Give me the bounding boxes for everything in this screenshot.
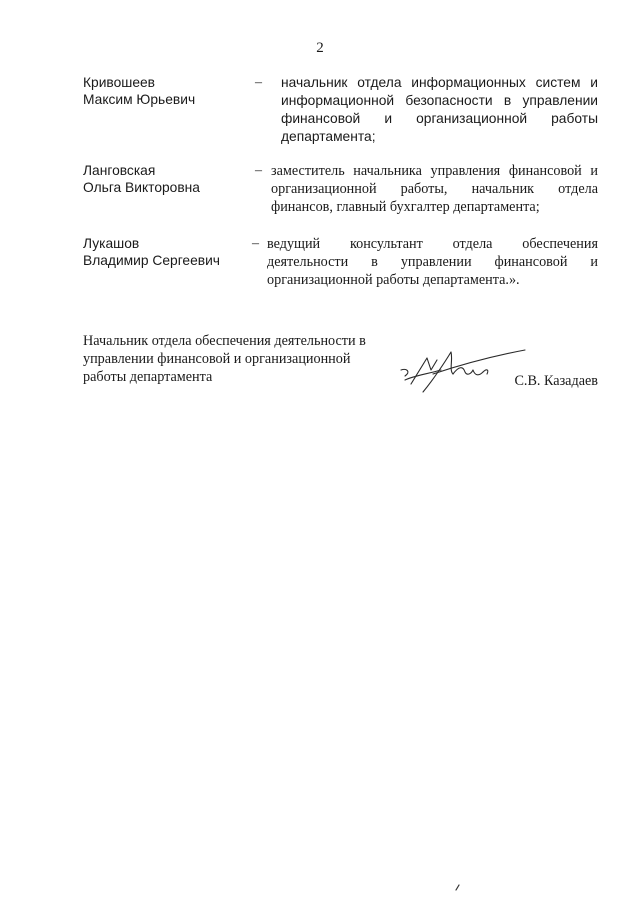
person-name: [83, 162, 243, 196]
entry-dash: –: [252, 236, 259, 251]
page-number: 2: [316, 40, 324, 56]
personnel-entry: [83, 162, 598, 222]
person-position: ведущий консультант отдела обеспечения деятельности в управлении финансовой и организационной работы департамента.».: [267, 236, 598, 288]
personnel-entry: [83, 235, 598, 295]
person-name: [83, 235, 243, 269]
person-given-names: Максим Юрьевич: [83, 92, 196, 107]
signatory-name: С.В. Казадаев: [514, 373, 598, 389]
person-surname: Кривошеев: [83, 75, 156, 90]
person-given-names: Владимир Сергеевич: [83, 253, 220, 268]
person-name: [83, 74, 243, 108]
handwritten-signature: [393, 340, 533, 400]
person-surname: Ланговская: [83, 163, 156, 178]
person-surname: Лукашов: [83, 236, 140, 251]
entry-dash: –: [255, 163, 262, 178]
person-given-names: Ольга Викторовна: [83, 180, 200, 195]
signatory-position: Начальник отдела обеспечения деятельности в управлении финансовой и организационной работы департамента: [83, 333, 366, 385]
signature-block: [83, 332, 598, 412]
personnel-entry: [83, 74, 598, 154]
person-position: начальник отдела информационных систем и информационной безопасности в управлении финансовой и организационной работы департамента;: [281, 75, 598, 144]
stray-pen-mark: [454, 883, 462, 891]
entry-dash: –: [255, 75, 262, 90]
person-position: заместитель начальника управления финансовой и организационной работы, начальник отдела финансов, главный бухгалтер департамента;: [271, 163, 598, 215]
